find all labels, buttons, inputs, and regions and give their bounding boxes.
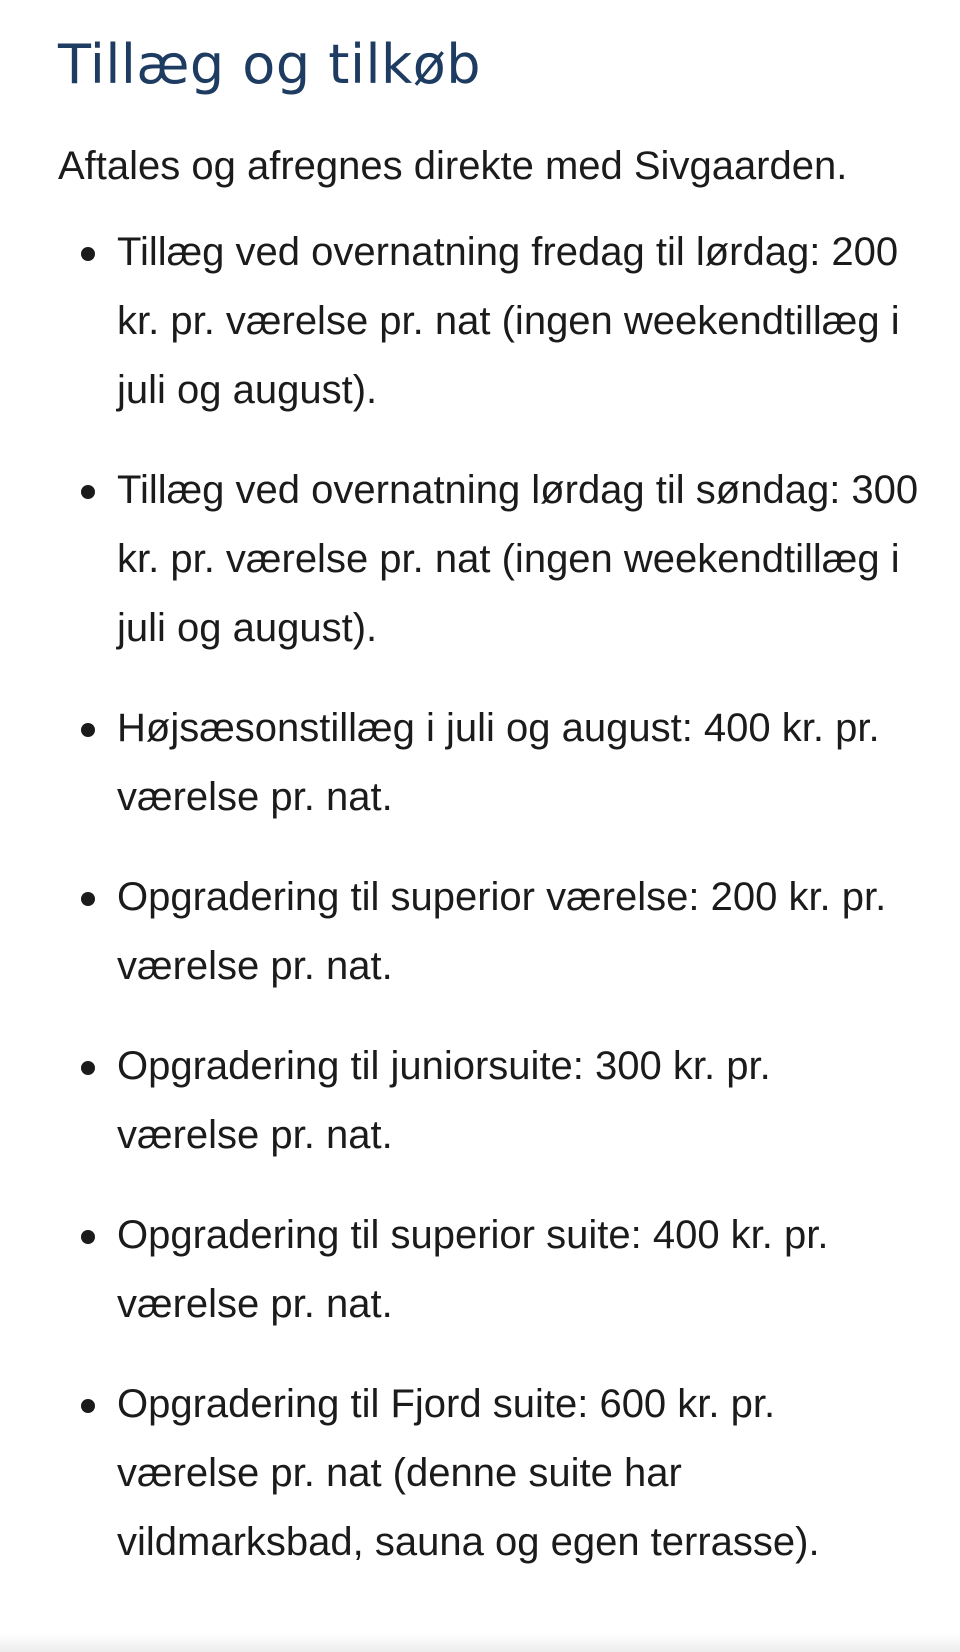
list-item-text: Opgradering til Fjord suite: 600 kr. pr. værelse pr. nat (denne suite har vildmarksbad, sauna og egen terrasse). (117, 1382, 820, 1564)
list-item (58, 218, 920, 425)
bullet-icon (81, 485, 95, 499)
list-item-text: Tillæg ved overnatning fredag til lørdag: 200 kr. pr. værelse pr. nat (ingen weekendtillæg i juli og august). (117, 230, 900, 412)
list-item (58, 1370, 920, 1577)
surcharge-list (58, 218, 920, 1577)
list-item-text: Tillæg ved overnatning lørdag til søndag: 300 kr. pr. værelse pr. nat (ingen weekendtillæg i juli og august). (117, 468, 919, 650)
bottom-shadow (0, 1634, 960, 1652)
bullet-icon (81, 1399, 95, 1413)
bullet-icon (81, 723, 95, 737)
list-item-text: Højsæsonstillæg i juli og august: 400 kr. pr. værelse pr. nat. (117, 706, 880, 819)
bullet-icon (81, 247, 95, 261)
list-item (58, 1032, 920, 1170)
list-item (58, 863, 920, 1001)
section-heading: Tillæg og tilkøb (58, 33, 482, 96)
bullet-icon (81, 1230, 95, 1244)
list-item-text: Opgradering til superior værelse: 200 kr. pr. værelse pr. nat. (117, 875, 887, 988)
bullet-icon (81, 892, 95, 906)
list-item-text: Opgradering til juniorsuite: 300 kr. pr. værelse pr. nat. (117, 1044, 771, 1157)
intro-text: Aftales og afregnes direkte med Sivgaarden. (58, 144, 848, 188)
list-item (58, 456, 920, 663)
list-item (58, 694, 920, 832)
list-item-text: Opgradering til superior suite: 400 kr. pr. værelse pr. nat. (117, 1213, 829, 1326)
bullet-icon (81, 1061, 95, 1075)
list-item (58, 1201, 920, 1339)
